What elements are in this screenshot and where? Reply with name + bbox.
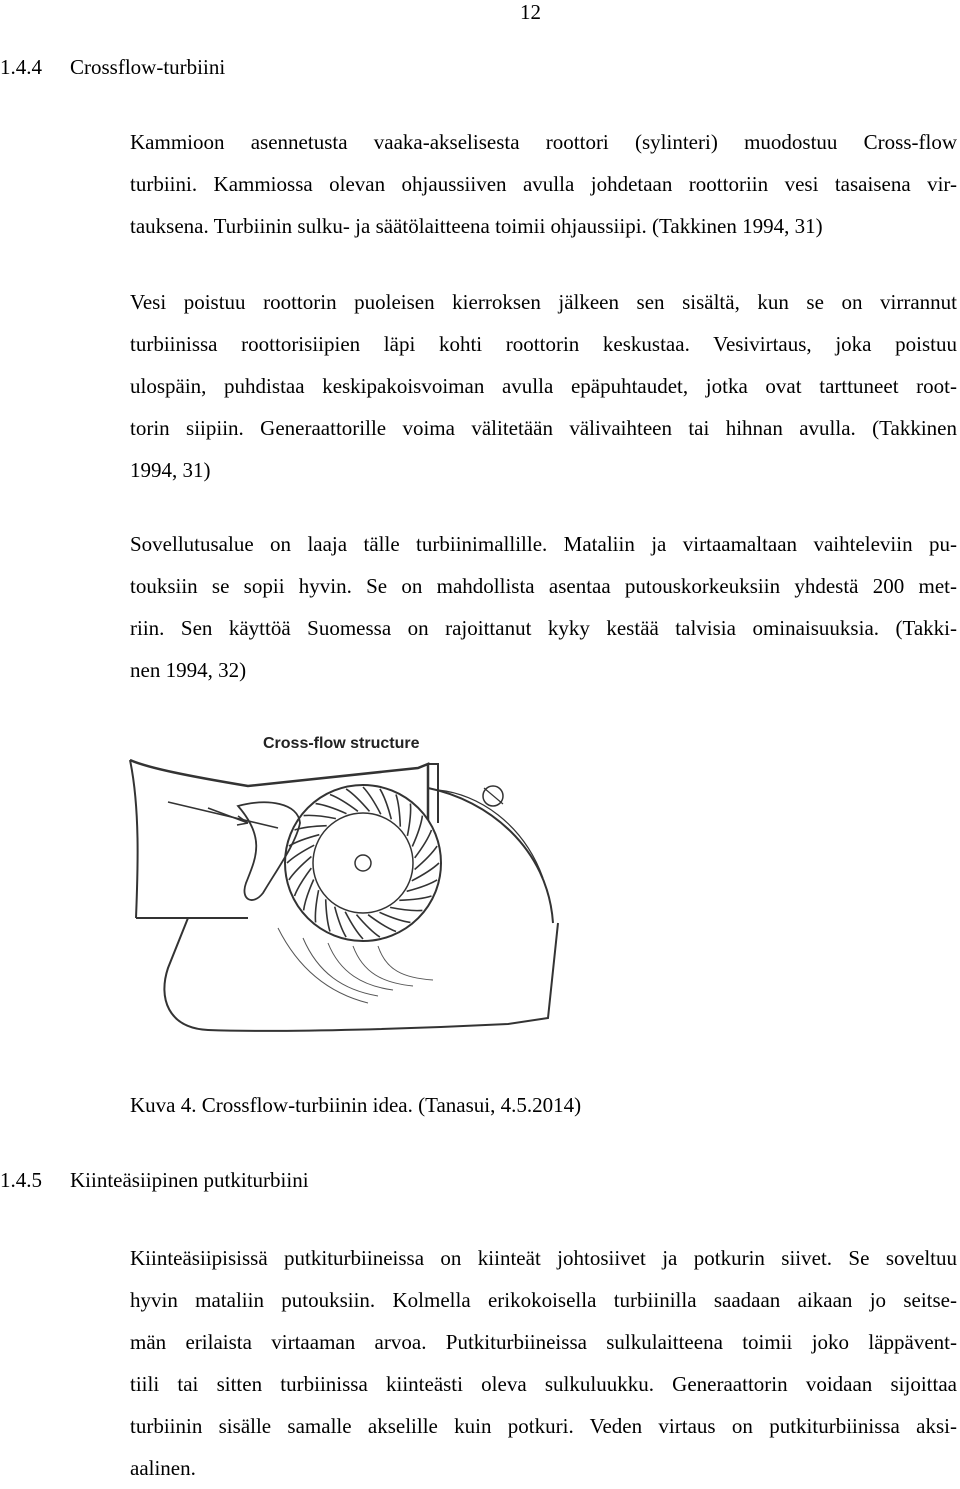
runner-shaft xyxy=(355,855,371,871)
casing-top-right xyxy=(428,764,438,823)
section-title: Kiinteäsiipinen putkiturbiini xyxy=(70,1168,309,1192)
section-heading-crossflow xyxy=(0,55,225,79)
runner-blade xyxy=(304,815,336,818)
section-title: Crossflow-turbiini xyxy=(70,55,226,79)
inlet-top-edge xyxy=(130,760,428,820)
figure-caption: Kuva 4. Crossflow-turbiinin idea. (Tanasui, 4.5.2014) xyxy=(130,1093,582,1117)
runner-blade xyxy=(380,789,391,819)
text-line: torin siipiin. Generaattorille voima välitetään välivaihteen tai hihnan avulla. (Takkinen xyxy=(130,416,957,440)
text-line: turbiinissa roottorisiipien läpi kohti roottorin keskustaa. Vesivirtaus, joka poistuu xyxy=(130,332,957,356)
draft-tube xyxy=(164,918,558,1031)
text-line: touksiin se sopii hyvin. Se on mahdollista asentaa putouskorkeuksiin yhdestä 200 met- xyxy=(130,574,957,598)
runner-blade xyxy=(326,899,330,931)
flow-line xyxy=(303,938,378,996)
text-line: Kammioon asennetusta vaaka-akselisesta roottori (sylinteri) muodostuu Cross-flow xyxy=(130,130,957,154)
flow-line xyxy=(328,943,393,990)
crossflow-turbine-drawing xyxy=(128,728,578,1038)
runner-blade xyxy=(345,912,363,939)
section-heading-putkiturbiini xyxy=(0,1168,309,1192)
text-line: tauksena. Turbiinin sulku- ja säätölaitteena toimii ohjaussiipi. (Takkinen 1994, 31) xyxy=(130,214,823,238)
text-line: Vesi poistuu roottorin puoleisen kierroksen jälkeen sen sisältä, kun se on virrannut xyxy=(130,290,957,314)
runner-blade xyxy=(390,907,422,910)
casing-inner-arc xyxy=(438,790,543,878)
section-number: 1.4.5 xyxy=(0,1168,42,1192)
runner-wheel xyxy=(285,785,441,941)
paragraph-crossflow-application xyxy=(130,523,957,691)
inlet-left-edge xyxy=(130,760,138,918)
text-line: nen 1994, 32) xyxy=(130,658,247,682)
text-line: Kiinteäsiipisissä putkiturbiineissa on kiinteät johtosiivet ja potkurin siivet. Se soveltuu xyxy=(130,1246,957,1270)
runner-blade xyxy=(316,804,347,814)
runner-blade xyxy=(412,816,422,847)
section-number: 1.4.4 xyxy=(0,55,42,79)
runner-blade xyxy=(412,863,439,881)
page-number: 12 xyxy=(520,0,541,24)
text-line: Sovellutusalue on laaja tälle turbiinimallille. Mataliin ja virtaamaltaan vaihteleviin pu- xyxy=(130,532,957,556)
runner-blade xyxy=(289,857,312,880)
figure-title: Cross-flow structure xyxy=(263,735,420,752)
runner-inner-ring xyxy=(313,813,413,913)
text-line: tiili tai sitten turbiinissa kiinteästi oleva sulkuluukku. Generaattorin voidaan sijoittaa xyxy=(130,1372,957,1396)
flow-line xyxy=(278,928,368,1003)
runner-blade xyxy=(380,912,411,922)
guide-vane xyxy=(238,802,300,900)
text-line: riin. Sen käyttöä Suomessa on rajoittanut kyky kestää talvisia ominaisuuksia. (Takki- xyxy=(130,616,957,640)
text-line: ulospäin, puhdistaa keskipakoisvoiman avulla epäpuhtaudet, jotka ovat tarttuneet root- xyxy=(130,374,957,398)
crossflow-structure-figure xyxy=(128,728,578,1038)
nozzle-line xyxy=(168,802,278,828)
text-line: hyvin mataliin putouksiin. Kolmella erikokoisella turbiinilla saadaan aikaan jo seitse- xyxy=(130,1288,957,1312)
runner-blade xyxy=(304,880,314,911)
runner-blade xyxy=(357,915,380,938)
runner-outer-ring xyxy=(285,785,441,941)
flow-line xyxy=(378,946,433,980)
flow-line xyxy=(353,946,413,986)
paragraph-crossflow-intro xyxy=(130,121,957,247)
valve-line xyxy=(484,788,503,804)
text-line: aalinen. xyxy=(130,1456,196,1480)
text-line: turbiinin sisälle samalle akselille kuin potkuri. Veden virtaus on putkiturbiinissa aksi- xyxy=(130,1414,957,1438)
runner-blade xyxy=(399,896,431,900)
casing-arc xyxy=(428,788,553,923)
text-line: män erilaista virtaaman arvoa. Putkiturbiineissa sulkulaitteena toimii joko läppävent- xyxy=(130,1330,957,1354)
paragraph-crossflow-flow xyxy=(130,281,957,491)
text-line: 1994, 31) xyxy=(130,458,211,482)
runner-blade xyxy=(396,795,400,827)
runner-blade xyxy=(415,846,438,869)
text-line: turbiini. Kammiossa olevan ohjaussiiven avulla johdetaan roottoriin vesi tasaisena vir- xyxy=(130,172,957,196)
runner-blade xyxy=(407,880,437,891)
runner-blade xyxy=(407,804,410,836)
runner-blade xyxy=(363,787,381,814)
runner-blade xyxy=(335,907,346,937)
runner-blade xyxy=(315,890,318,922)
runner-blade xyxy=(346,789,369,812)
paragraph-putkiturbiini xyxy=(130,1237,957,1489)
